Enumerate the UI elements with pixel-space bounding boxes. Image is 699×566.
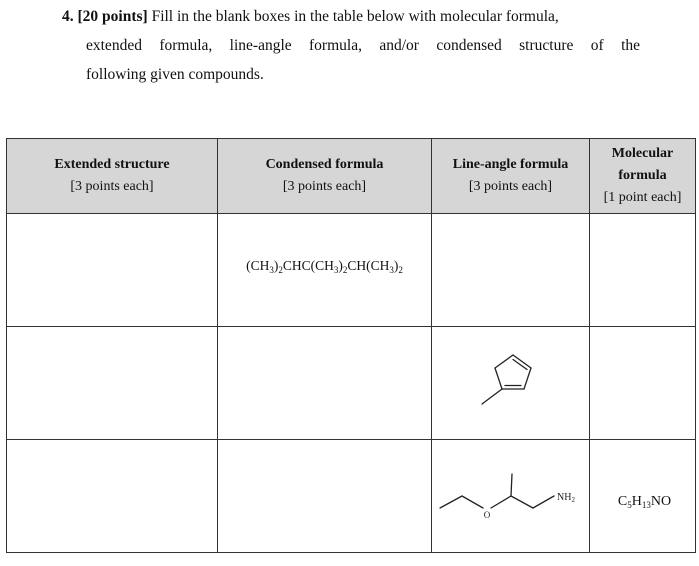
question-line-3: following given compounds. bbox=[86, 66, 264, 83]
table-row bbox=[7, 440, 696, 553]
table-row bbox=[7, 214, 696, 327]
header-title-line-2: formula bbox=[618, 168, 667, 183]
header-condensed-formula bbox=[218, 139, 432, 214]
answer-box-line-angle-1[interactable] bbox=[432, 214, 590, 327]
answer-box-condensed-2[interactable] bbox=[218, 327, 432, 440]
header-title: Line-angle formula bbox=[452, 157, 569, 172]
condensed-formula-text: $(CH_3)_2CHC(CH_3)_2CH(CH_3)_2$ bbox=[246, 257, 403, 275]
question-number: 4. bbox=[62, 8, 74, 25]
answer-box-extended-1[interactable] bbox=[7, 214, 218, 327]
answer-box-extended-3[interactable] bbox=[7, 440, 218, 553]
answer-box-molecular-1[interactable] bbox=[590, 214, 696, 327]
header-extended-structure bbox=[7, 139, 218, 214]
line-angle-cell-2 bbox=[432, 327, 590, 440]
molecular-formula-cell-3 bbox=[590, 440, 696, 553]
answer-box-molecular-2[interactable] bbox=[590, 327, 696, 440]
oxygen-label: O bbox=[483, 510, 491, 520]
question-points: [20 points] bbox=[77, 8, 148, 25]
header-points: [3 points each] bbox=[282, 179, 367, 194]
header-title: Condensed formula bbox=[265, 157, 384, 172]
line-angle-cell-3 bbox=[432, 440, 590, 553]
question-line-2: extended formula, line-angle formula, and/or condensed structure of the bbox=[86, 37, 640, 54]
answer-table bbox=[6, 138, 696, 553]
table-header-row bbox=[7, 139, 696, 214]
condensed-formula-cell-1 bbox=[218, 214, 432, 327]
methylcyclopentadiene-structure bbox=[466, 343, 556, 423]
header-title-line-1: Molecular bbox=[611, 146, 674, 161]
header-points: [1 point each] bbox=[603, 190, 682, 205]
answer-box-extended-2[interactable] bbox=[7, 327, 218, 440]
header-title: Extended structure bbox=[54, 157, 170, 172]
header-points: [3 points each] bbox=[468, 179, 553, 194]
question-line-1: Fill in the blank boxes in the table below with molecular formula, bbox=[151, 8, 559, 25]
header-molecular-formula bbox=[590, 139, 696, 214]
amine-label: $NH_2$ bbox=[557, 492, 575, 504]
table-row bbox=[7, 327, 696, 440]
header-points: [3 points each] bbox=[70, 179, 154, 194]
header-line-angle-formula bbox=[432, 139, 590, 214]
answer-box-condensed-3[interactable] bbox=[218, 440, 432, 553]
molecular-formula-text: $C_5H_{13}NO$ bbox=[617, 494, 672, 510]
ether-amine-structure bbox=[432, 456, 590, 536]
question-text bbox=[62, 2, 652, 89]
